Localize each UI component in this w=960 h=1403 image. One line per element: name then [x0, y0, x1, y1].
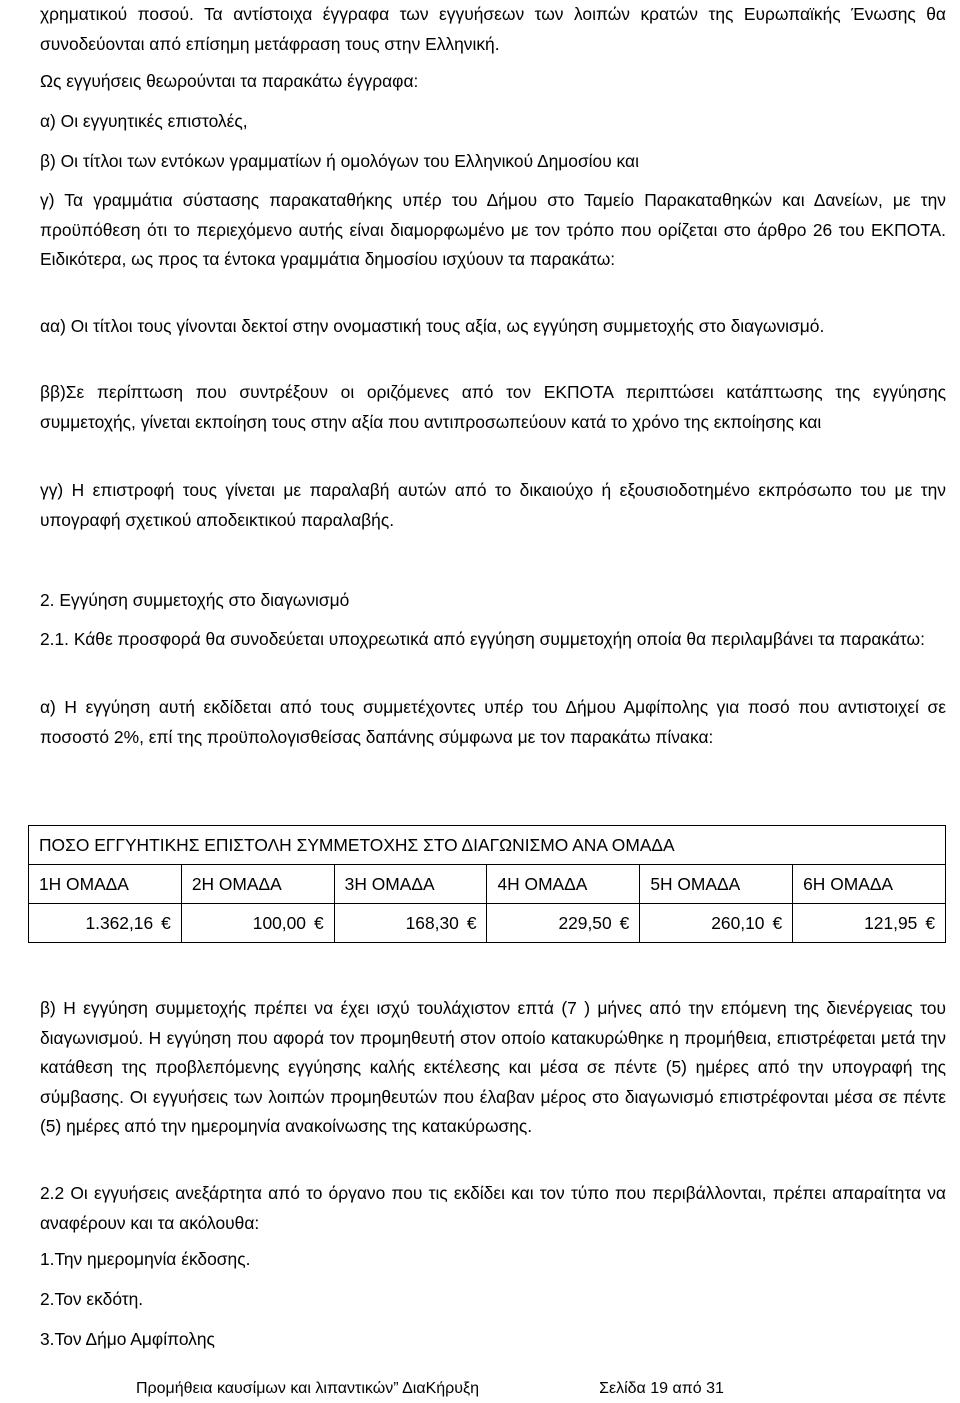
paragraph-item-c: γ) Τα γραμμάτια σύστασης παρακαταθήκης υπέρ του Δήμου στο Ταμείο Παρακαταθηκών και Δανείων, με την προϋπόθεση ότι το περιεχόμενο αυτής είναι διαμορφωμένο με τον τρόπο που ορίζεται στο άρθρο 26 του ΕΚΠΟΤΑ. Ειδικότερα, ως προς τα έντοκα γραμμάτια δημοσίου ισχύουν τα παρακάτω:	[40, 190, 946, 269]
table-values-row	[29, 904, 946, 943]
table-header-group-6: 6Η ΟΜΑΔΑ	[793, 865, 946, 904]
value-group-4: 229,50	[558, 912, 612, 933]
euro-icon: €	[161, 912, 171, 933]
paragraph-item-a: α) Οι εγγυητικές επιστολές,	[40, 111, 248, 131]
table-value-cell	[487, 904, 640, 943]
section-2-1-a-paragraph: α) Η εγγύηση αυτή εκδίδεται από τους συμμετέχοντες υπέρ του Δήμου Αμφίπολης για ποσό που αντιστοιχεί σε ποσοστό 2%, επί της προϋπολογισθείσας δαπάνης σύμφωνα με τον παρακάτω πίνακα:	[40, 697, 946, 747]
section-2-1-b-paragraph: β) Η εγγύηση συμμετοχής πρέπει να έχει ισχύ τουλάχιστον επτά (7 ) μήνες από την επόμενη της διενέργειας του διαγωνισμού. Η εγγύηση που αφορά τον προμηθευτή στον οποίο κατακυρώθηκε η προμήθεια, επιστρέφεται μετά την κατάθεση της προβλεπόμενης εγγύησης καλής εκτέλεσης και μέσα σε πέντε (5) ημέρες από την υπογραφή της σύμβασης. Οι εγγυήσεις των λοιπών προμηθευτών που έλαβαν μέρος στο διαγωνισμό επιστρέφονται μέσα σε πέντε (5) ημέρες από την ημερομηνία ανακοίνωσης της κατακύρωσης.	[40, 998, 946, 1136]
table-header-group-4: 4Η ΟΜΑΔΑ	[487, 865, 640, 904]
paragraph-item-b: β) Οι τίτλοι των εντόκων γραμματίων ή ομολόγων του Ελληνικού Δημοσίου και	[40, 151, 639, 171]
euro-icon: €	[772, 912, 783, 933]
list-item-municipality: 3.Τον Δήμο Αμφίπολης	[40, 1329, 215, 1349]
table-header-row	[29, 865, 946, 904]
table-value-cell	[334, 904, 487, 943]
section-2-2-paragraph: 2.2 Οι εγγυήσεις ανεξάρτητα από το όργανο που τις εκδίδει και τον τύπο που περιβάλλονται, πρέπει απαραίτητα να αναφέρουν και τα ακόλουθα:	[40, 1183, 946, 1233]
table-value-cell	[793, 904, 946, 943]
table-header-group-3: 3Η ΟΜΑΔΑ	[334, 865, 487, 904]
paragraph-guarantees-intro: Ως εγγυήσεις θεωρούνται τα παρακάτω έγγραφα:	[40, 71, 419, 91]
paragraph-eu-translation: χρηματικού ποσού. Τα αντίστοιχα έγγραφα των εγγυήσεων των λοιπών κρατών της Ευρωπαϊκής Ένωσης θα συνοδεύονται από επίσημη μετάφραση τους στην Ελληνική.	[40, 4, 946, 54]
footer-title: Προμήθεια καυσίμων και λιπαντικών” ΔιαΚήρυξη	[136, 1380, 480, 1397]
euro-icon: €	[619, 912, 630, 933]
table-title-row	[29, 826, 946, 865]
list-item-issue-date: 1.Την ημερομηνία έκδοσης.	[40, 1249, 251, 1269]
table-header-group-5: 5Η ΟΜΑΔΑ	[640, 865, 793, 904]
footer-page-number: Σελίδα 19 από 31	[599, 1380, 724, 1397]
paragraph-item-bb: ββ)Σε περίπτωση που συντρέξουν οι οριζόμενες από τον ΕΚΠΟΤΑ περιπτώσει κατάπτωσης της εγγύησης συμμετοχής, γίνεται εκποίηση τους στην αξία που αντιπροσωπεύουν κατά το χρόνο της εκποίησης και	[40, 382, 946, 432]
paragraph-item-gg: γγ) Η επιστροφή τους γίνεται με παραλαβή αυτών από το δικαιούχο ή εξουσιοδοτημένο εκπρόσωπο του με την υπογραφή σχετικού αποδεικτικού παραλαβής.	[40, 480, 946, 530]
section-2-1-paragraph: 2.1. Κάθε προσφορά θα συνοδεύεται υποχρεωτικά από εγγύηση συμμετοχήη οποία θα περιλαμβάνει τα παρακάτω:	[40, 629, 925, 649]
page-footer	[136, 1380, 724, 1398]
value-group-5: 260,10	[711, 912, 765, 933]
list-item-issuer: 2.Τον εκδότη.	[40, 1289, 144, 1309]
table-header-group-1: 1Η ΟΜΑΔΑ	[29, 865, 182, 904]
euro-icon: €	[466, 912, 477, 933]
value-group-2: 100,00	[252, 912, 306, 933]
table-value-cell	[181, 904, 334, 943]
euro-icon: €	[313, 912, 324, 933]
table-value-cell	[640, 904, 793, 943]
section-2-title: 2. Εγγύηση συμμετοχής στο διαγωνισμό	[40, 590, 350, 610]
table-header-group-2: 2Η ΟΜΑΔΑ	[181, 865, 334, 904]
table-title: ΠΟΣΟ ΕΓΓΥΗΤΙΚΗΣ ΕΠΙΣΤΟΛΗ ΣΥΜΜΕΤΟΧΗΣ ΣΤΟ ΔΙΑΓΩΝΙΣΜΟ ΑΝΑ ΟΜΑΔΑ	[29, 826, 946, 865]
value-group-1: 1.362,16	[85, 912, 154, 933]
value-group-3: 168,30	[405, 912, 459, 933]
euro-icon: €	[925, 912, 935, 933]
value-group-6: 121,95	[864, 912, 918, 933]
paragraph-item-aa: αα) Οι τίτλοι τους γίνονται δεκτοί στην ονομαστική τους αξία, ως εγγύηση συμμετοχής στο διαγωνισμό.	[40, 316, 825, 336]
guarantee-amounts-table	[28, 825, 946, 943]
table-value-cell	[29, 904, 182, 943]
